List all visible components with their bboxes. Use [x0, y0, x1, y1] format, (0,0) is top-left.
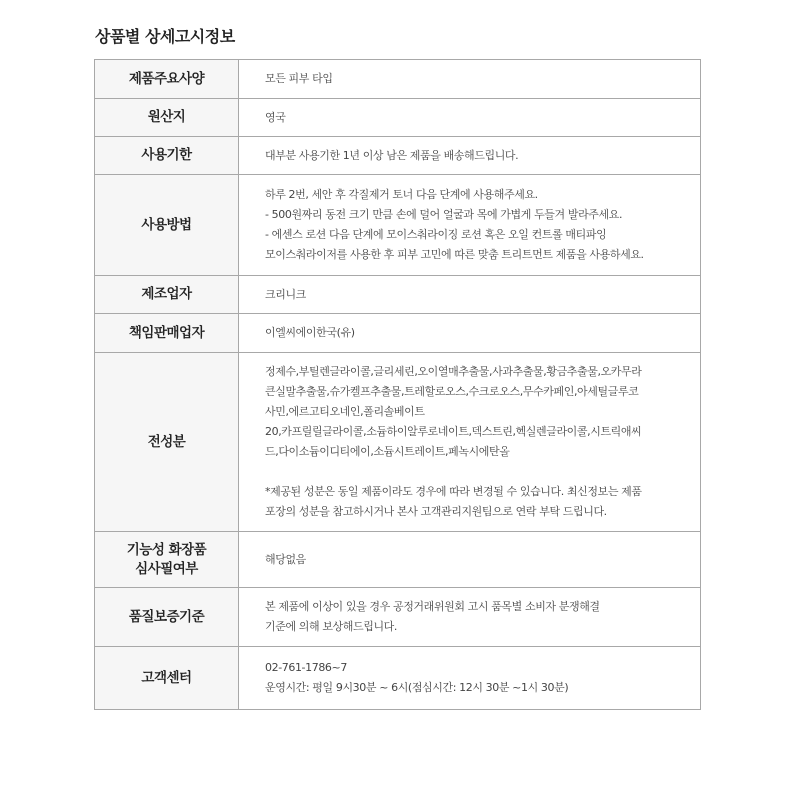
row-value	[239, 314, 701, 353]
blank-line	[265, 462, 690, 482]
row-label-text: 기능성 화장품	[126, 541, 207, 558]
table-row	[95, 314, 701, 353]
row-value-text: 큰실말추출물,슈가켈프추출물,트레할로오스,수크로오스,무수카페인,아세틸글루코	[265, 385, 639, 398]
row-value	[239, 532, 701, 588]
row-value-text: 모든 피부 타입	[265, 72, 333, 85]
table-row	[95, 99, 701, 137]
row-label	[95, 314, 239, 353]
row-label	[95, 588, 239, 647]
row-label	[95, 353, 239, 532]
row-value	[239, 276, 701, 314]
row-value-text: 모이스춰라이저를 사용한 후 피부 고민에 따른 맞춤 트리트먼트 제품을 사용하세요.	[265, 248, 644, 261]
row-value-text: 포장의 성분을 참고하시거나 본사 고객관리지원팀으로 연락 부탁 드립니다.	[265, 505, 607, 518]
row-label	[95, 60, 239, 99]
row-value	[239, 647, 701, 710]
page-title: 상품별 상세고시정보	[95, 27, 235, 46]
row-value-text: 정제수,부틸렌글라이콜,글리세린,오이열매추출물,사과추출물,황금추출물,오카무라	[265, 365, 642, 378]
row-label	[95, 276, 239, 314]
table-row	[95, 60, 701, 99]
row-value-text: - 에센스 로션 다음 단계에 모이스춰라이징 로션 혹은 오일 컨트롤 매티파잉	[265, 228, 607, 241]
row-value-text: 크리니크	[265, 287, 306, 301]
row-value-text: 02-761-1786~7	[265, 661, 347, 674]
row-label-text: 원산지	[147, 109, 186, 125]
row-value-text: - 500원짜리 동전 크기 만큼 손에 덜어 얼굴과 목에 가볍게 두들겨 발라주세요.	[265, 208, 623, 221]
row-label-text: 제품주요사양	[128, 70, 205, 87]
table-row	[95, 175, 701, 276]
row-label-text: 사용방법	[141, 216, 192, 233]
row-label-text: 심사필여부	[135, 560, 198, 577]
row-label	[95, 647, 239, 710]
row-value-text: 드,다이소듐이디티에이,소듐시트레이트,페녹시에탄올	[265, 445, 510, 458]
row-value-text: 이엘씨에이한국(유)	[265, 326, 355, 339]
row-label	[95, 99, 239, 137]
table-row	[95, 588, 701, 647]
row-value	[239, 99, 701, 137]
row-label-text: 제조업자	[141, 286, 192, 302]
row-value-text: 대부분 사용기한 1년 이상 남은 제품을 배송해드립니다.	[265, 148, 519, 162]
product-info-table	[94, 59, 701, 710]
table-row	[95, 353, 701, 532]
row-value-text: 본 제품에 이상이 있을 경우 공정거래위원회 고시 품목별 소비자 분쟁해결	[265, 600, 600, 613]
row-value	[239, 175, 701, 276]
row-value-text: 영국	[265, 110, 286, 124]
row-label	[95, 532, 239, 588]
row-label	[95, 137, 239, 175]
row-value-text: 20,카프릴릴글라이콜,소듐하이알루로네이트,덱스트린,헥실렌글라이콜,시트릭애씨	[265, 425, 642, 438]
row-label-text: 고객센터	[141, 669, 192, 686]
row-value	[239, 353, 701, 532]
row-label-text: 책임판매업자	[128, 324, 205, 341]
row-value-text: 하루 2번, 세안 후 각질제거 토너 다음 단계에 사용해주세요.	[265, 188, 538, 201]
row-value-text: *제공된 성분은 동일 제품이라도 경우에 따라 변경될 수 있습니다. 최신정보는 제품	[265, 485, 642, 498]
row-label-text: 사용기한	[141, 147, 192, 163]
row-label-text: 전성분	[147, 433, 186, 450]
row-value	[239, 137, 701, 175]
table-row	[95, 532, 701, 588]
row-value	[239, 588, 701, 647]
row-value	[239, 60, 701, 99]
product-info-table-body	[95, 60, 701, 710]
row-value-text: 운영시간: 평일 9시30분 ~ 6시(점심시간: 12시 30분 ~1시 30분)	[265, 681, 569, 694]
row-label	[95, 175, 239, 276]
table-row	[95, 137, 701, 175]
table-row	[95, 647, 701, 710]
row-label-text: 품질보증기준	[128, 608, 205, 625]
row-value-text: 사민,에르고티오네인,폴리솔베이트	[265, 405, 425, 418]
table-row	[95, 276, 701, 314]
row-value-text: 해당없음	[265, 552, 306, 566]
row-value-text: 기준에 의해 보상해드립니다.	[265, 620, 398, 633]
